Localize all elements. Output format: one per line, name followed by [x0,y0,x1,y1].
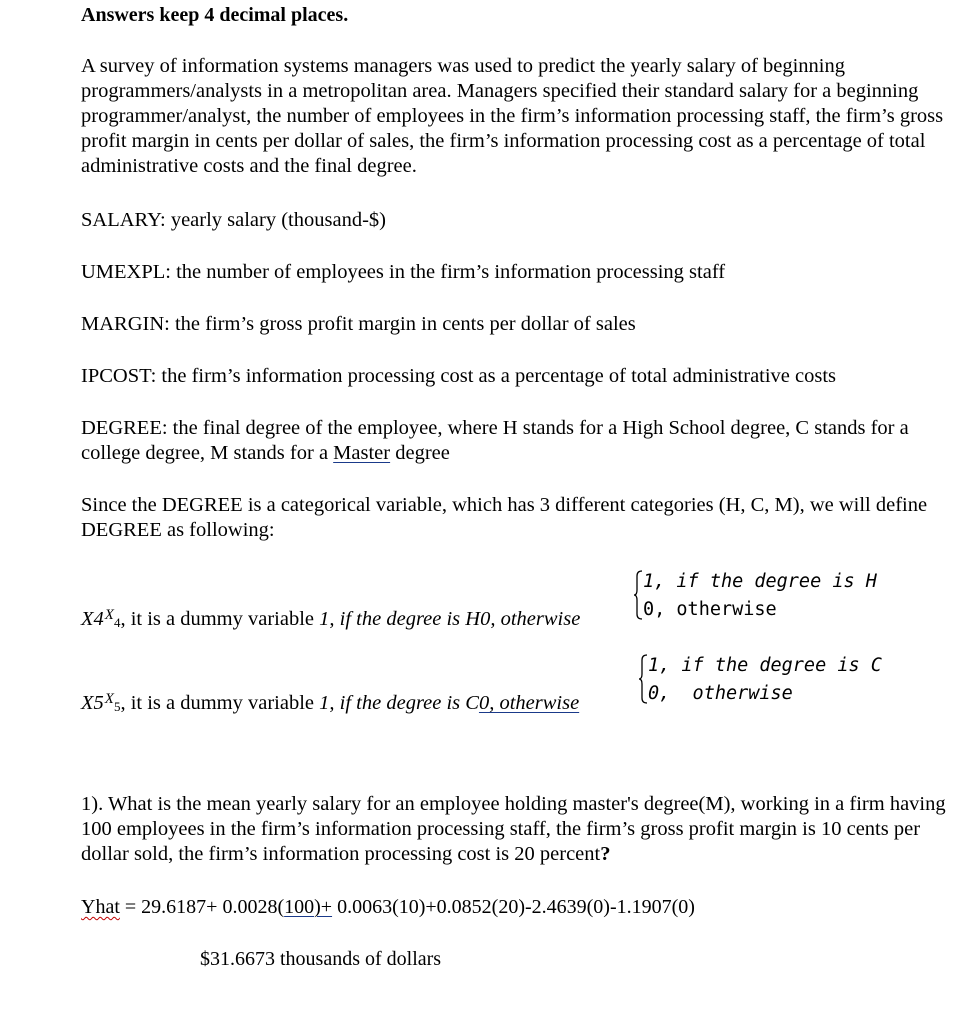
x5-case-1: 1, if the degree is C [648,655,882,676]
brace-icon [638,654,648,704]
question-1 [81,792,961,867]
x5-case-2: 0, otherwise [648,683,793,704]
x5-ghost-var: X [104,691,114,707]
x4-var: X4 [81,608,104,630]
x5-inline-math-a: 1, if the degree is C [319,692,479,714]
x4-ghost-sub: 4 [113,615,121,630]
x4-inline-math: 1, if the degree is H0, otherwise [319,608,581,630]
intro-paragraph: A survey of information systems managers was used to predict the yearly salary of beginning programmers/analysts in a metropolitan area. Managers specified their standard salary for a beginning programmer/analyst, the number of employees in the firm’s information processing staff, the firm’s gross profit margin in cents per dollar of sales, the firm’s information processing cost as a percentage of total administrative costs and the final degree. [81,55,944,177]
x4-piecewise [633,568,877,624]
definition-degree [81,416,961,466]
since-paragraph: Since the DEGREE is a categorical variable, which has 3 different categories (H, C, M), we will define DEGREE as following: [81,494,928,541]
definition-salary: SALARY: yearly salary (thousand-$) [81,209,386,231]
x5-var: X5 [81,692,104,714]
dummy-x4-line [81,603,580,635]
answer-value: $31.6673 thousands of dollars [200,948,442,970]
x4-text: , it is a dummy variable [120,608,320,630]
x5-inline-math-b: 0, otherwise [478,692,580,714]
formula-part-1: = 29.6187+ 0.0028( [119,896,285,918]
x5-piecewise [638,652,882,708]
degree-text-end: degree [390,442,450,464]
x5-text: , it is a dummy variable [120,692,320,714]
x4-ghost-var: X [104,607,114,623]
yhat-label: Yhat [81,896,120,918]
degree-text-start: DEGREE: the final degree of the employee, where H stands for a High School degree, C stands for a college degree, M stands for a [81,417,909,464]
definition-umexpl: UMEXPL: the number of employees in the firm’s information processing staff [81,261,726,283]
regression-formula [81,895,695,920]
brace-icon [633,570,643,620]
question-1-mark: ? [600,843,611,865]
formula-part-2: 100)+ [284,896,333,918]
x4-case-2: 0, otherwise [643,599,777,620]
formula-part-3: 0.0063(10)+0.0852(20)-2.4639(0)-1.1907(0) [332,896,695,918]
definition-ipcost: IPCOST: the firm’s information processing cost as a percentage of total administrative costs [81,365,837,387]
heading: Answers keep 4 decimal places. [81,4,349,26]
dummy-x5-line [81,687,579,719]
question-1-text: 1). What is the mean yearly salary for an employee holding master's degree(M), working in a firm having 100 employees in the firm’s information processing staff, the firm’s gross profit margin is 10 cents per dollar sold, the firm’s information processing cost is 20 percent [81,793,946,865]
x5-ghost-sub: 5 [113,699,121,714]
master-link[interactable]: Master [333,442,391,464]
x4-case-1: 1, if the degree is H [643,571,877,592]
definition-margin: MARGIN: the firm’s gross profit margin in cents per dollar of sales [81,313,636,335]
